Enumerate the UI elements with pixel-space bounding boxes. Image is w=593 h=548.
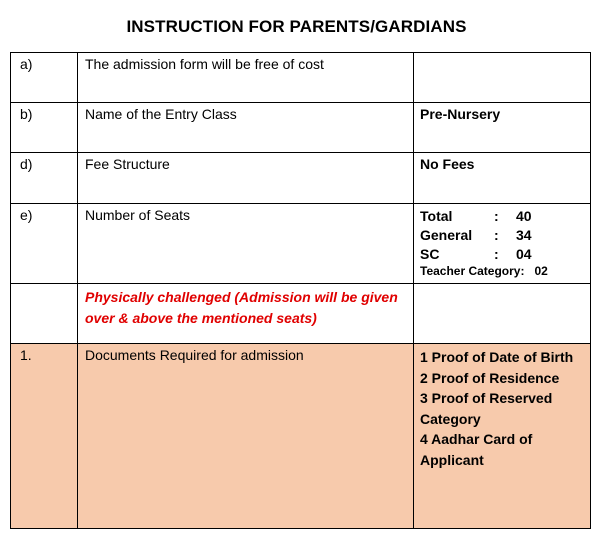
seats-total: Total : 40 bbox=[420, 208, 532, 224]
row-label: d) bbox=[11, 153, 78, 204]
table-row bbox=[11, 153, 591, 204]
row-description: The admission form will be free of cost bbox=[78, 53, 414, 103]
seats-sc: SC : 04 bbox=[420, 246, 532, 262]
instructions-table bbox=[10, 52, 591, 529]
row-label bbox=[11, 284, 78, 344]
physically-challenged-note: Physically challenged (Admission will be given over & above the mentioned seats) bbox=[78, 284, 414, 344]
seats-breakdown bbox=[420, 207, 590, 279]
row-description: Documents Required for admission bbox=[78, 344, 414, 529]
table-row bbox=[11, 103, 591, 153]
row-description: Number of Seats bbox=[78, 204, 414, 284]
entry-class-value: Pre-Nursery bbox=[414, 103, 591, 153]
row-description: Fee Structure bbox=[78, 153, 414, 204]
row-value bbox=[414, 53, 591, 103]
list-item: 1 Proof of Date of Birth bbox=[420, 349, 574, 365]
table-row bbox=[11, 284, 591, 344]
row-label: a) bbox=[11, 53, 78, 103]
row-label: b) bbox=[11, 103, 78, 153]
documents-cell bbox=[414, 344, 591, 529]
seats-cell bbox=[414, 204, 591, 284]
table-row bbox=[11, 344, 591, 529]
list-item: 4 Aadhar Card of Applicant bbox=[420, 431, 533, 468]
row-description: Name of the Entry Class bbox=[78, 103, 414, 153]
row-value bbox=[414, 284, 591, 344]
row-label: e) bbox=[11, 204, 78, 284]
table-row bbox=[11, 204, 591, 284]
row-label: 1. bbox=[11, 344, 78, 529]
fee-structure-value: No Fees bbox=[414, 153, 591, 204]
list-item: 2 Proof of Residence bbox=[420, 369, 560, 386]
documents-list bbox=[420, 347, 590, 470]
list-item: 3 Proof of Reserved Category bbox=[420, 390, 553, 427]
seats-general: General : 34 bbox=[420, 227, 532, 243]
seats-teacher: Teacher Category: 02 bbox=[420, 264, 548, 278]
page-title: INSTRUCTION FOR PARENTS/GARDIANS bbox=[126, 17, 467, 36]
table-row bbox=[11, 53, 591, 103]
